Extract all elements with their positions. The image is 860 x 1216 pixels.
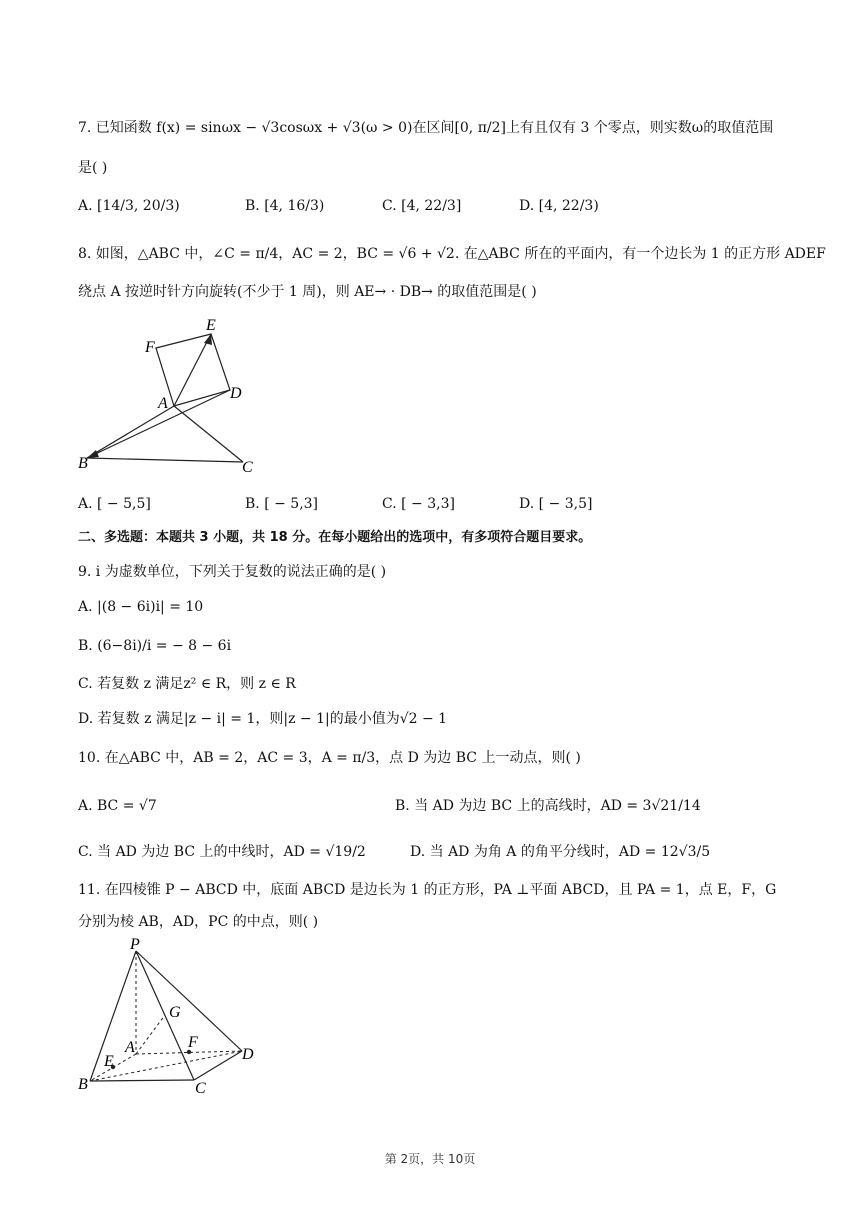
page-footer: 第 2页，共 10页 [384,1152,476,1166]
label-c: C [242,459,253,476]
label-d: D [230,385,242,402]
q9-stem: 9. i 为虚数单位，下列关于复数的说法正确的是( ) [78,564,387,580]
segment-ag-hidden [136,1015,165,1054]
q8-option-d: D. [ − 3,5] [519,496,593,512]
q10-option-d: D. 当 AD 为角 A 的角平分线时，AD = 12√3/5 [410,844,711,860]
label-d: D [242,1046,254,1063]
q11-stem-cont: 分别为棱 AB，AD，PC 的中点，则( ) [78,914,319,930]
q10-option-a: A. BC = √7 [78,798,157,814]
q7-option-b: B. [4, 16/3) [245,198,325,214]
segment-ab [87,406,174,458]
edge-bc [90,1080,194,1081]
q8-stem: 8. 如图，△ABC 中，∠C = π/4，AC = 2，BC = √6 + √2. 在△ABC 所在的平面内，有一个边长为 1 的正方形 ADEF [78,246,826,262]
q8-option-b: B. [ − 5,3] [245,496,319,512]
vector-ae [174,334,211,406]
label-b: B [78,1076,88,1093]
q8-option-a: A. [ − 5,5] [78,496,151,512]
q8-stem-cont: 绕点 A 按逆时针方向旋转(不少于 1 周)，则 AE→ · DB→ 的取值范围是( ) [78,284,537,300]
q11-stem: 11. 在四棱锥 P − ABCD 中，底面 ABCD 是边长为 1 的正方形，PA ⊥平面 ABCD，且 PA = 1，点 E，F，G [78,882,777,898]
q9-option-d: D. 若复数 z 满足|z − i| = 1，则|z − 1|的最小值为√2 − 1 [78,711,448,727]
label-g: G [169,1004,181,1021]
q10-option-b: B. 当 AD 为边 BC 上的高线时，AD = 3√21/14 [395,798,701,814]
q10-stem: 10. 在△ABC 中，AB = 2，AC = 3，A = π/3，点 D 为边 BC 上一动点，则( ) [78,750,581,766]
label-c: C [195,1080,206,1097]
q8-figure [70,310,270,480]
label-b: B [78,455,88,472]
q7-option-c: C. [4, 22/3] [382,198,462,214]
q9-option-a: A. |(8 − 6i)i| = 10 [78,599,204,615]
label-a: A [125,1039,135,1056]
label-f: F [188,1034,198,1051]
q7-stem: 7. 已知函数 f(x) = sinωx − √3cosωx + √3(ω > 0)在区间[0, π/2]上有且仅有 3 个零点，则实数ω的取值范围 [78,120,774,136]
q7-option-d: D. [4, 22/3) [519,198,599,214]
segment-bc [87,458,243,462]
q10-option-c: C. 当 AD 为边 BC 上的中线时，AD = √19/2 [78,844,366,860]
q7-stem-cont: 是( ) [78,160,108,176]
q9-option-c: C. 若复数 z 满足z² ∈ R，则 z ∈ R [78,676,296,692]
q11-figure [70,935,270,1100]
label-p: P [130,936,140,953]
arrowhead-b-icon [87,450,99,458]
label-f: F [145,339,155,356]
label-e: E [104,1053,114,1070]
q7-option-a: A. [14/3, 20/3) [78,198,180,214]
q8-option-c: C. [ − 3,3] [382,496,455,512]
segment-ac [174,406,243,462]
q9-option-b: B. (6−8i)/i = − 8 − 6i [78,638,232,654]
edge-cd [194,1051,242,1080]
section-heading: 二、多选题：本题共 3 小题，共 18 分。在每小题给出的选项中，有多项符合题目要求。 [78,530,592,545]
label-a: A [158,395,168,412]
label-e: E [206,317,216,334]
